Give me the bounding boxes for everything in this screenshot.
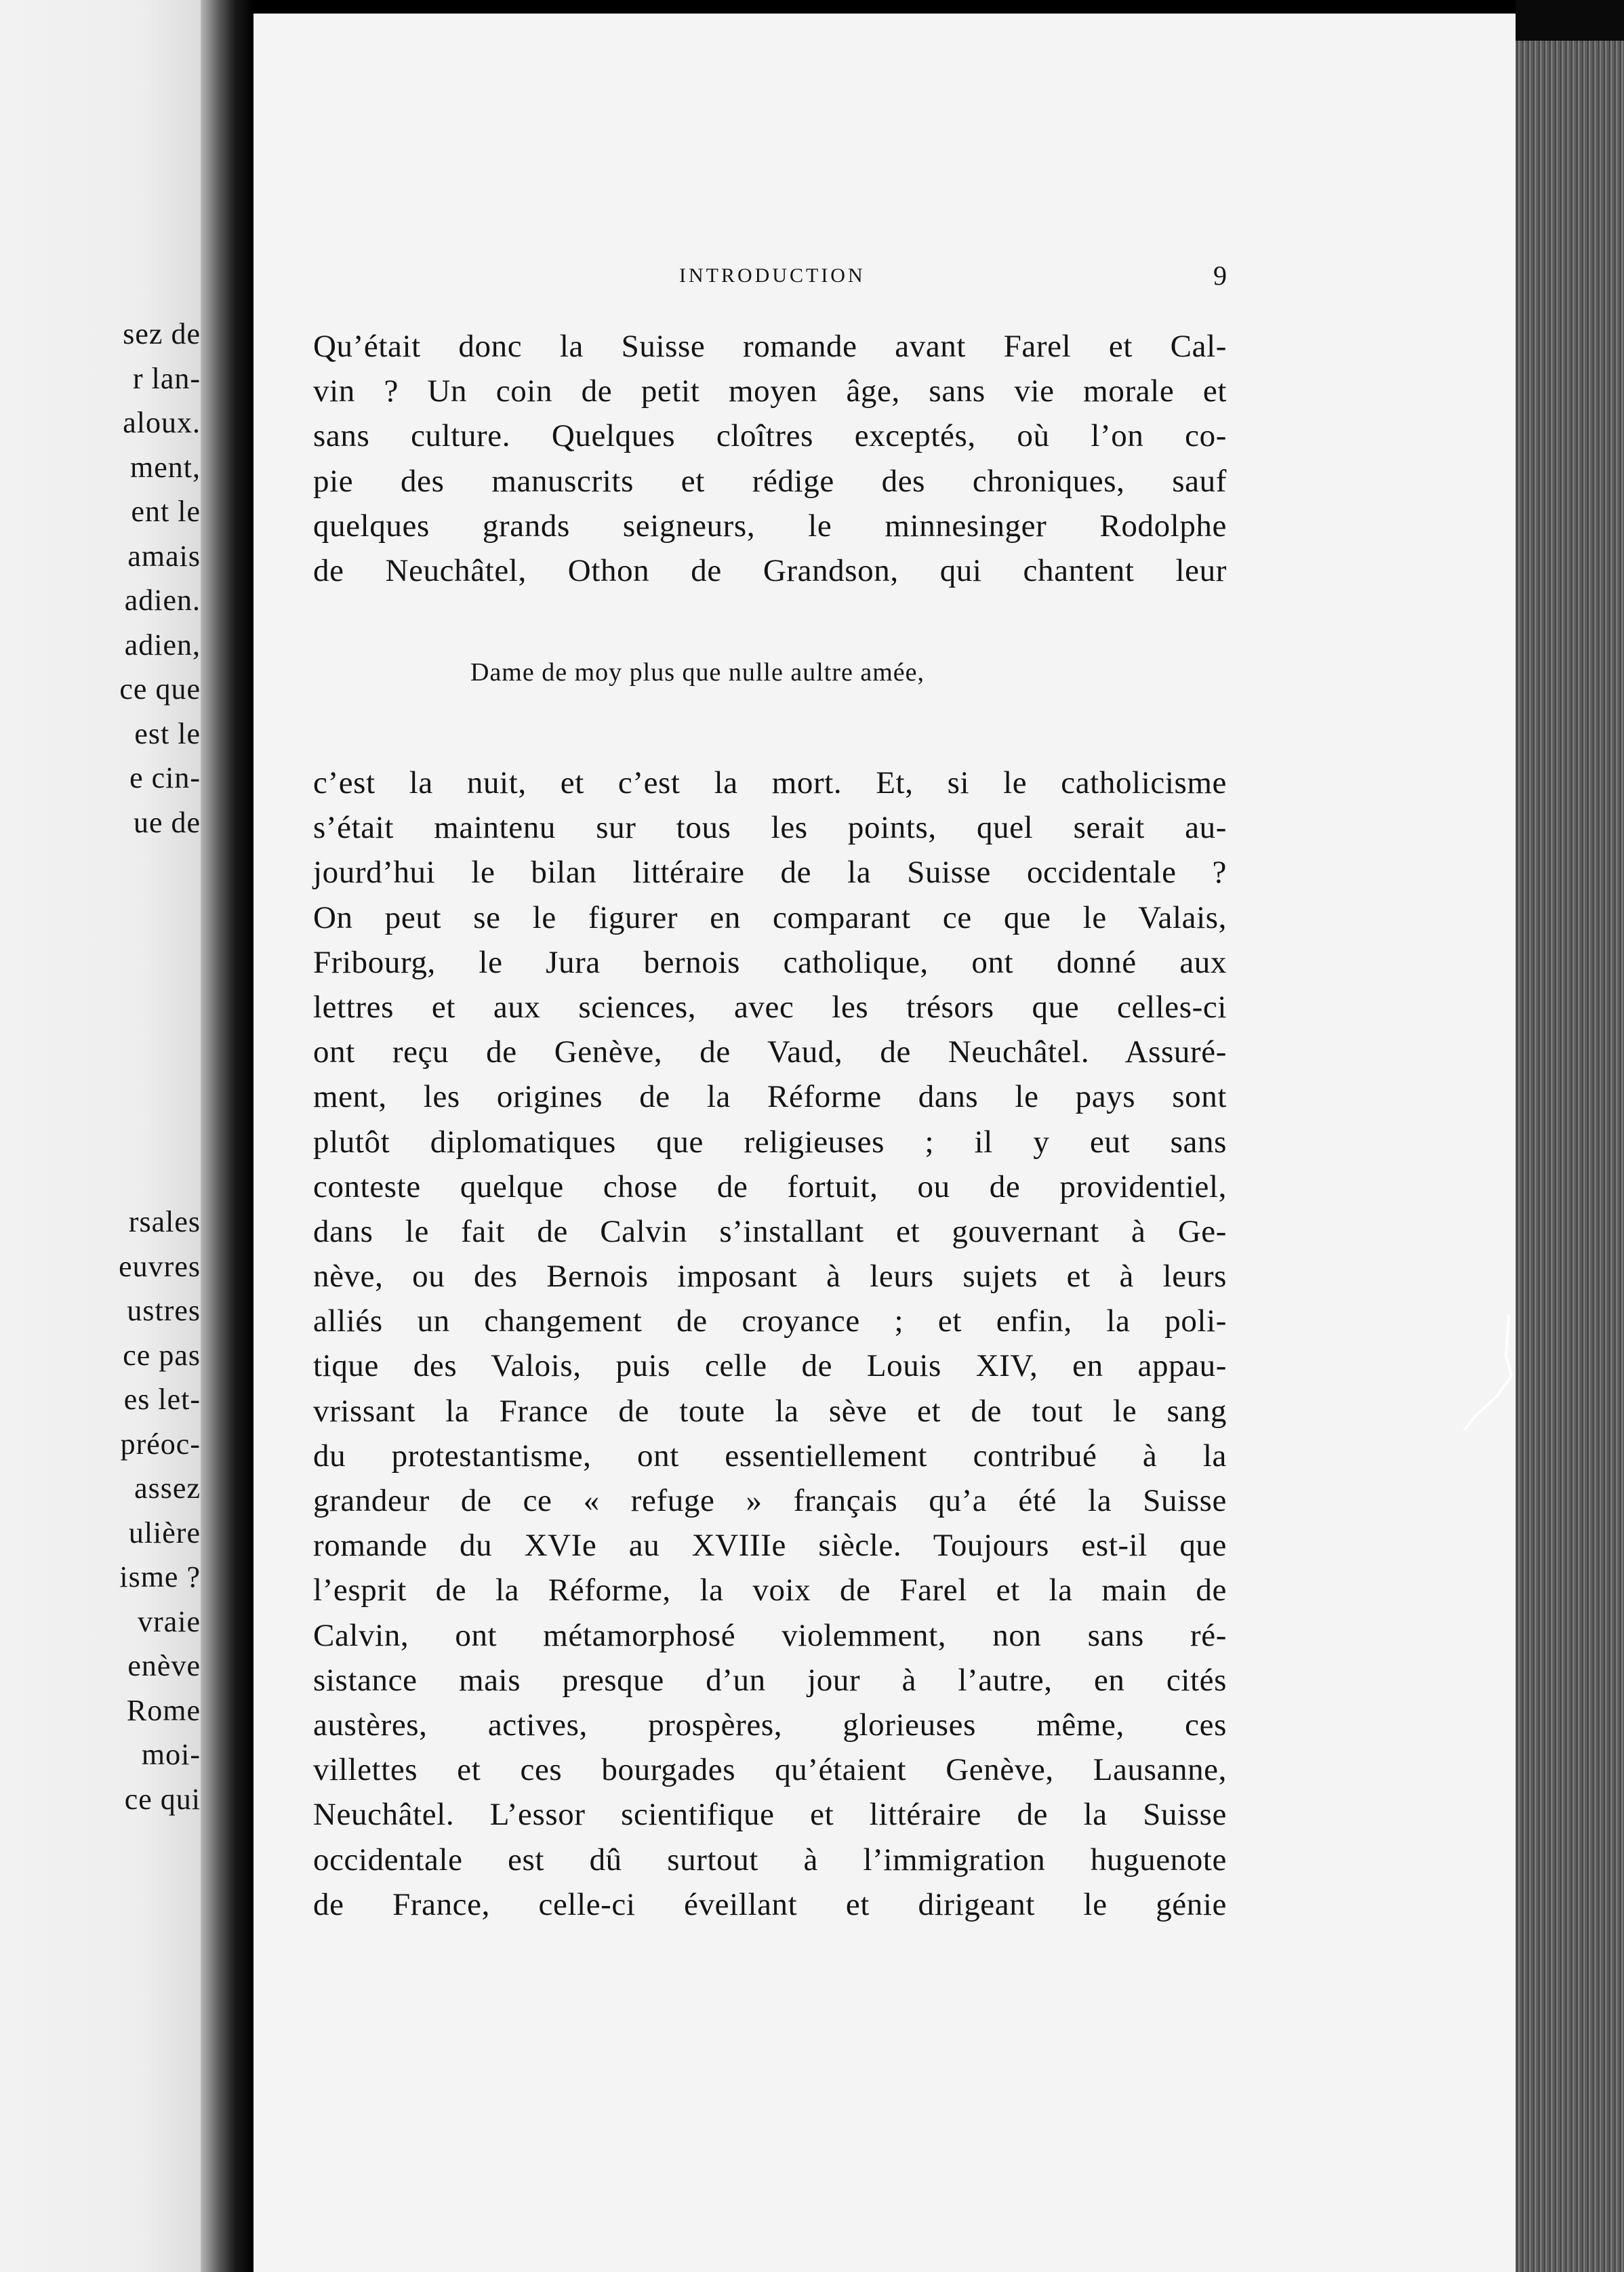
left-page-line: est le: [134, 716, 201, 750]
left-page: [0, 0, 201, 2272]
left-page-line: isme ?: [119, 1560, 201, 1594]
text-line: romande du XVIe au XVIIIe siècle. Toujours est-il que: [313, 1528, 1227, 1564]
page-edges-shadow: [1516, 0, 1624, 41]
text-line: dans le fait de Calvin s’installant et gouvernant à Ge-: [313, 1213, 1227, 1249]
left-page-line: e cin-: [129, 761, 201, 794]
text-line: de Neuchâtel, Othon de Grandson, qui chantent leur: [313, 552, 1227, 588]
text-line: lettres et aux sciences, avec les trésors que celles-ci: [313, 989, 1227, 1025]
paragraph-1: [313, 324, 1227, 593]
paper-tear-mark: [1461, 1315, 1516, 1464]
left-page-line: ent le: [131, 495, 201, 528]
text-line: s’était maintenu sur tous les points, quel serait au-: [313, 810, 1227, 846]
left-page-line: es let-: [123, 1383, 201, 1416]
text-line: vin ? Un coin de petit moyen âge, sans vie morale et: [313, 373, 1227, 409]
left-page-line: Rome: [126, 1693, 201, 1727]
text-line: villettes et ces bourgades qu’étaient Genève, Lausanne,: [313, 1752, 1227, 1788]
left-page-line: adien,: [124, 628, 201, 662]
text-line: On peut se le figurer en comparant ce que le Valais,: [313, 899, 1227, 935]
text-line: vrissant la France de toute la sève et de tout le sang: [313, 1393, 1227, 1429]
left-page-line: vraie: [138, 1604, 201, 1638]
text-line: l’esprit de la Réforme, la voix de Farel et la main de: [313, 1573, 1227, 1608]
left-page-line: aloux.: [123, 406, 201, 439]
text-line: de France, celle-ci éveillant et dirigeant le génie: [313, 1886, 1227, 1922]
text-line: nève, ou des Bernois imposant à leurs sujets et à leurs: [313, 1259, 1227, 1295]
text-line: Fribourg, le Jura bernois catholique, ont donné aux: [313, 944, 1227, 980]
text-line: tique des Valois, puis celle de Louis XIV, en appau-: [313, 1348, 1227, 1384]
left-page-line: r lan-: [132, 361, 201, 395]
left-page-line: adien.: [124, 584, 201, 617]
left-page-line: ce pas: [123, 1338, 201, 1372]
text-line: occidentale est dû surtout à l’immigration huguenote: [313, 1842, 1227, 1878]
left-page-line: assez: [134, 1472, 201, 1505]
left-page-line: enève: [127, 1649, 201, 1682]
running-title: INTRODUCTION: [679, 264, 866, 287]
text-line: Calvin, ont métamorphosé violemment, non sans ré-: [313, 1617, 1227, 1653]
text-line: grandeur de ce « refuge » français qu’a été la Suisse: [313, 1483, 1227, 1518]
verse-quote: Dame de moy plus que nulle aultre amée,: [470, 658, 925, 687]
left-page-line: moi-: [141, 1738, 201, 1771]
left-page-line: ustres: [127, 1294, 201, 1327]
book-gutter: [201, 0, 253, 2272]
left-page-line: ment,: [130, 450, 201, 484]
text-line: conteste quelque chose de fortuit, ou de providentiel,: [313, 1169, 1227, 1204]
running-head: [313, 259, 1227, 293]
left-page-line: euvres: [119, 1249, 201, 1283]
text-line: ment, les origines de la Réforme dans le pays sont: [313, 1079, 1227, 1115]
left-page-line: ue de: [133, 805, 201, 839]
left-page-line: ce que: [119, 672, 201, 706]
left-page-line: sez de: [123, 317, 201, 350]
text-line: alliés un changement de croyance ; et enfin, la poli-: [313, 1303, 1227, 1339]
text-line: Qu’était donc la Suisse romande avant Farel et Cal-: [313, 329, 1227, 364]
text-line: du protestantisme, ont essentiellement contribué à la: [313, 1438, 1227, 1474]
left-page-line: préoc-: [120, 1427, 201, 1461]
text-line: ont reçu de Genève, de Vaud, de Neuchâtel. Assuré-: [313, 1034, 1227, 1070]
text-line: jourd’hui le bilan littéraire de la Suisse occidentale ?: [313, 855, 1227, 891]
page-number: 9: [1213, 260, 1227, 291]
left-page-line: ce qui: [124, 1782, 201, 1816]
text-line: Neuchâtel. L’essor scientifique et littéraire de la Suisse: [313, 1797, 1227, 1833]
text-line: quelques grands seigneurs, le minnesinger Rodolphe: [313, 508, 1227, 544]
text-line: pie des manuscrits et rédige des chroniques, sauf: [313, 463, 1227, 499]
left-page-line: amais: [127, 539, 201, 573]
page-edges: [1516, 41, 1624, 2272]
text-line: sistance mais presque d’un jour à l’autre, en cités: [313, 1662, 1227, 1698]
text-line: austères, actives, prospères, glorieuses même, ces: [313, 1707, 1227, 1743]
paragraph-2: [313, 760, 1227, 1927]
left-page-line: rsales: [128, 1205, 201, 1238]
text-line: c’est la nuit, et c’est la mort. Et, si le catholicisme: [313, 765, 1227, 800]
left-page-line: ulière: [128, 1516, 201, 1549]
text-line: plutôt diplomatiques que religieuses ; il y eut sans: [313, 1124, 1227, 1160]
text-line: sans culture. Quelques cloîtres exceptés, où l’on co-: [313, 418, 1227, 454]
